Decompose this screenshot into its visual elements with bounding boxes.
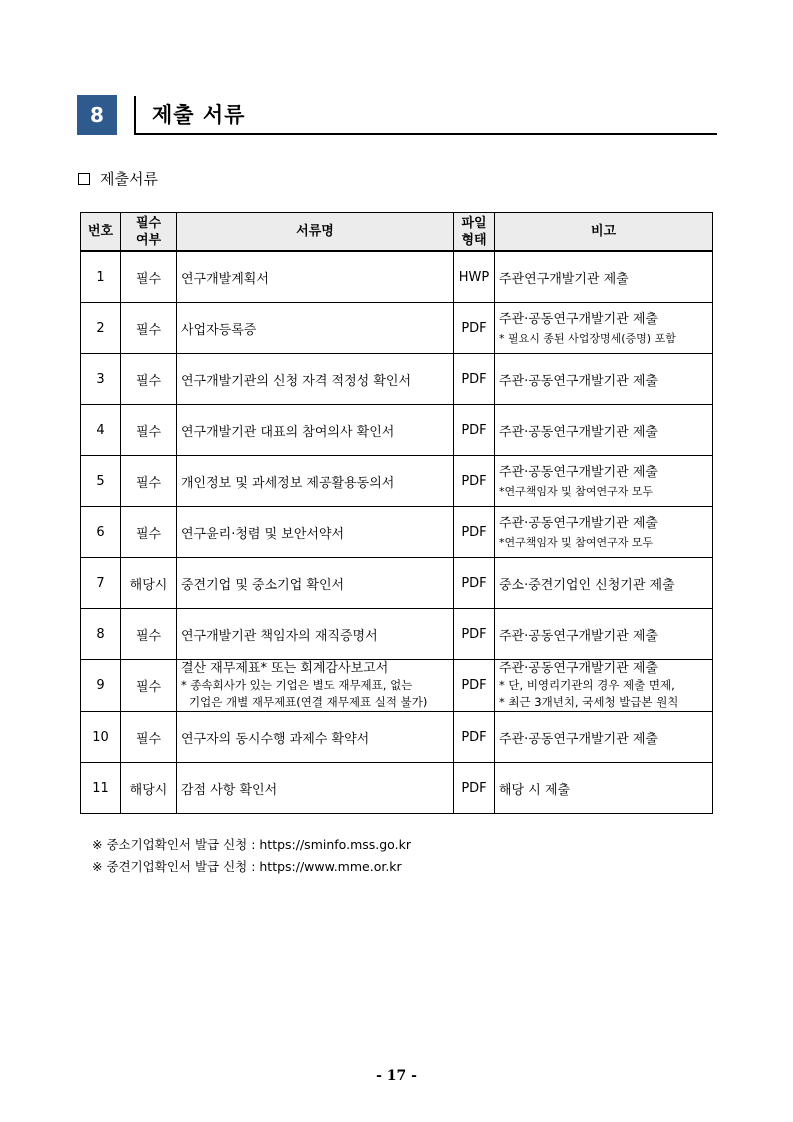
cell-no: 5 bbox=[81, 456, 121, 507]
cell-remark: 중소·중견기업인 신청기관 제출 bbox=[495, 558, 713, 609]
cell-filetype: PDF bbox=[454, 405, 495, 456]
cell-no: 3 bbox=[81, 354, 121, 405]
cell-filetype: HWP bbox=[454, 251, 495, 303]
table-row bbox=[81, 251, 713, 303]
documents-table bbox=[80, 212, 713, 814]
cell-filetype: PDF bbox=[454, 712, 495, 763]
cell-no: 1 bbox=[81, 251, 121, 303]
table-row bbox=[81, 354, 713, 405]
table-row bbox=[81, 558, 713, 609]
header-remark: 비고 bbox=[495, 213, 713, 252]
name-text: 결산 재무제표* 또는 회계감사보고서 bbox=[181, 661, 389, 676]
cell-remark: 주관연구개발기관 제출 bbox=[495, 251, 713, 303]
cell-filetype: PDF bbox=[454, 660, 495, 712]
cell-filetype: PDF bbox=[454, 763, 495, 814]
remark-note: * 필요시 종된 사업장명세(증명) 포함 bbox=[499, 331, 676, 345]
table-row bbox=[81, 712, 713, 763]
cell-required: 필수 bbox=[121, 660, 177, 712]
cell-no: 2 bbox=[81, 303, 121, 354]
header-no: 번호 bbox=[81, 213, 121, 252]
remark-note: * 단, 비영리기관의 경우 제출 면제, bbox=[499, 678, 675, 692]
cell-required: 필수 bbox=[121, 456, 177, 507]
table-row bbox=[81, 660, 713, 712]
remark-text: 주관·공동연구개발기관 제출 bbox=[499, 661, 658, 676]
cell-name: 연구개발계획서 bbox=[177, 251, 454, 303]
subheading bbox=[78, 168, 158, 189]
cell-filetype: PDF bbox=[454, 558, 495, 609]
cell-remark bbox=[495, 507, 713, 558]
cell-filetype: PDF bbox=[454, 609, 495, 660]
cell-required: 필수 bbox=[121, 354, 177, 405]
cell-filetype: PDF bbox=[454, 354, 495, 405]
cell-no: 7 bbox=[81, 558, 121, 609]
section-number: 8 bbox=[77, 95, 117, 135]
page-number: - 17 - bbox=[376, 1068, 417, 1084]
name-note: 기업은 개별 재무제표(연결 재무제표 실적 불가) bbox=[189, 695, 428, 709]
section-divider bbox=[134, 96, 136, 134]
header-required: 필수 여부 bbox=[121, 213, 177, 252]
cell-remark bbox=[495, 456, 713, 507]
table-row bbox=[81, 405, 713, 456]
footnote: ※ 중소기업확인서 발급 신청 : https://sminfo.mss.go.kr bbox=[92, 837, 411, 852]
cell-required: 필수 bbox=[121, 251, 177, 303]
table-row bbox=[81, 456, 713, 507]
cell-no: 8 bbox=[81, 609, 121, 660]
cell-no: 10 bbox=[81, 712, 121, 763]
cell-name: 연구개발기관 책임자의 재직증명서 bbox=[177, 609, 454, 660]
table-header-row bbox=[81, 213, 713, 252]
cell-name: 연구개발기관 대표의 참여의사 확인서 bbox=[177, 405, 454, 456]
cell-remark bbox=[495, 660, 713, 712]
cell-required: 필수 bbox=[121, 507, 177, 558]
cell-no: 9 bbox=[81, 660, 121, 712]
remark-note: *연구책임자 및 참여연구자 모두 bbox=[499, 484, 654, 498]
cell-remark: 주관·공동연구개발기관 제출 bbox=[495, 405, 713, 456]
remark-text: 주관·공동연구개발기관 제출 bbox=[499, 515, 658, 531]
table-row bbox=[81, 763, 713, 814]
cell-name bbox=[177, 660, 454, 712]
cell-name: 사업자등록증 bbox=[177, 303, 454, 354]
header-filetype: 파일 형태 bbox=[454, 213, 495, 252]
section-underline bbox=[134, 133, 717, 135]
cell-required: 해당시 bbox=[121, 558, 177, 609]
table-row bbox=[81, 507, 713, 558]
cell-filetype: PDF bbox=[454, 456, 495, 507]
cell-remark: 해당 시 제출 bbox=[495, 763, 713, 814]
cell-remark bbox=[495, 303, 713, 354]
cell-name: 연구윤리·청렴 및 보안서약서 bbox=[177, 507, 454, 558]
cell-required: 필수 bbox=[121, 712, 177, 763]
subheading-text: 제출서류 bbox=[100, 170, 158, 188]
remark-text: 주관·공동연구개발기관 제출 bbox=[499, 464, 658, 480]
cell-name: 연구개발기관의 신청 자격 적정성 확인서 bbox=[177, 354, 454, 405]
cell-name: 연구자의 동시수행 과제수 확약서 bbox=[177, 712, 454, 763]
cell-filetype: PDF bbox=[454, 507, 495, 558]
cell-required: 필수 bbox=[121, 303, 177, 354]
table-row bbox=[81, 303, 713, 354]
cell-name: 개인정보 및 과세정보 제공활용동의서 bbox=[177, 456, 454, 507]
cell-remark: 주관·공동연구개발기관 제출 bbox=[495, 609, 713, 660]
name-note: * 종속회사가 있는 기업은 별도 재무제표, 없는 bbox=[181, 678, 413, 692]
remark-note: * 최근 3개년치, 국세청 발급본 원칙 bbox=[499, 695, 679, 709]
header-name: 서류명 bbox=[177, 213, 454, 252]
remark-text: 주관·공동연구개발기관 제출 bbox=[499, 311, 658, 327]
footnote: ※ 중견기업확인서 발급 신청 : https://www.mme.or.kr bbox=[92, 859, 402, 874]
cell-no: 4 bbox=[81, 405, 121, 456]
section-title: 제출 서류 bbox=[152, 103, 246, 127]
checkbox-square-icon bbox=[78, 173, 90, 185]
cell-required: 필수 bbox=[121, 609, 177, 660]
cell-name: 감점 사항 확인서 bbox=[177, 763, 454, 814]
remark-note: *연구책임자 및 참여연구자 모두 bbox=[499, 535, 654, 549]
cell-required: 해당시 bbox=[121, 763, 177, 814]
cell-required: 필수 bbox=[121, 405, 177, 456]
cell-remark: 주관·공동연구개발기관 제출 bbox=[495, 712, 713, 763]
table-row bbox=[81, 609, 713, 660]
cell-no: 11 bbox=[81, 763, 121, 814]
cell-remark: 주관·공동연구개발기관 제출 bbox=[495, 354, 713, 405]
cell-name: 중견기업 및 중소기업 확인서 bbox=[177, 558, 454, 609]
cell-no: 6 bbox=[81, 507, 121, 558]
cell-filetype: PDF bbox=[454, 303, 495, 354]
